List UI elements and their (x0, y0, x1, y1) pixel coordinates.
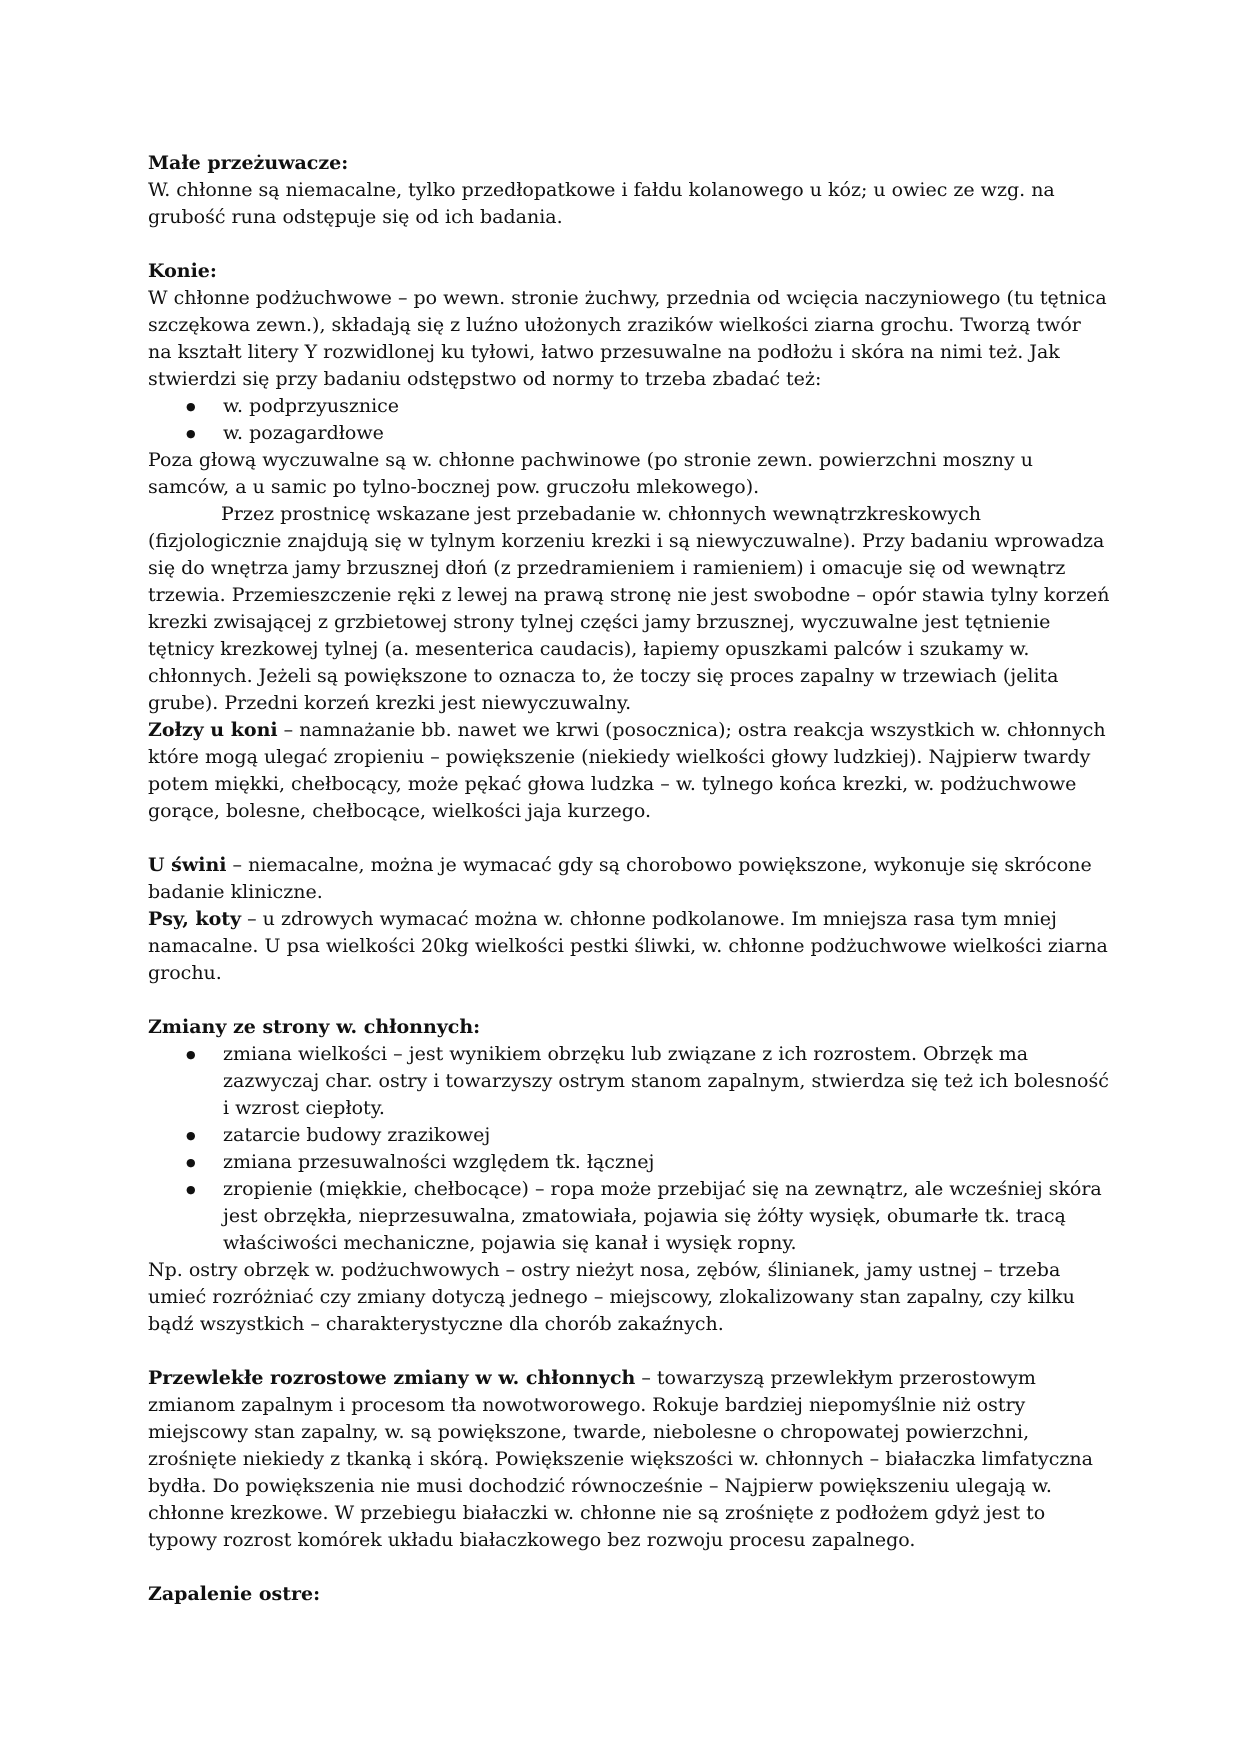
bullet-list-konie (148, 393, 1110, 447)
paragraph-konie-2: Poza głową wyczuwalne są w. chłonne pachwinowe (po stronie zewn. powierzchni moszny u samców, a u samic po tylno-bocznej pow. gruczołu mlekowego). (148, 449, 1034, 498)
paragraph-zmiany: Np. ostry obrzęk w. podżuchwowych – ostry nieżyt nosa, zębów, ślinianek, jamy ustnej – trzeba umieć rozróżniać czy zmiany dotyczą jednego – miejscowy, zlokalizowany stan zapalny, czy kilku bądź wszystkich – charakterystyczne dla chorób zakaźnych. (148, 1259, 1075, 1335)
list-item: ● zatarcie budowy zrazikowej (148, 1122, 1110, 1149)
paragraph-psy-koty (148, 906, 1110, 987)
przewlekle-text: – towarzyszą przewlekłym przerostowym zmianom zapalnym i procesom tła nowotworowego. Rokuje bardziej niepomyślnie niż ostry miejscowy stan zapalny, w. są powiększone, twarde, niebolesne o chropowatej powierzchni, zrośnięte niekiedy z tkanką i skórą. Powiększenie większości w. chłonnych – białaczka limfatyczna bydła. Do powiększenia nie musi dochodzić równocześnie – Najpierw powiększeniu ulegają w. chłonne krezkowe. W przebiegu białaczki w. chłonne nie są zrośnięte z podłożem gdyż jest to typowy rozrost komórek układu białaczkowego bez rozwoju procesu zapalnego. (148, 1367, 1093, 1551)
paragraph-swinie (148, 852, 1110, 906)
swinie-text: – niemacalne, można je wymacać gdy są chorobowo powiększone, wykonuje się skrócone badanie kliniczne. (148, 854, 1092, 903)
list-item: ● zropienie (miękkie, chełbocące) – ropa może przebijać się na zewnątrz, ale wcześniej skóra jest obrzękła, nieprzesuwalna, zmatowiała, pojawia się żółty wysięk, obumarłe tk. tracą właściwości mechaniczne, pojawia się kanał i wysięk ropny. (148, 1176, 1110, 1257)
list-item: ● w. podprzyusznice (148, 393, 1110, 420)
psy-koty-label: Psy, koty (148, 908, 242, 930)
paragraph-przewlekle (148, 1365, 1110, 1554)
heading-male-przezuwacze: Małe przeżuwacze: (148, 152, 349, 174)
zolzy-label: Zołzy u koni (148, 719, 278, 741)
heading-konie: Konie: (148, 260, 217, 282)
paragraph-zolzy (148, 717, 1110, 825)
list-item: ● zmiana wielkości – jest wynikiem obrzęku lub związane z ich rozrostem. Obrzęk ma zazwyczaj char. ostry i towarzyszy ostrym stanom zapalnym, stwierdza się też ich bolesność i wzrost ciepłoty. (148, 1041, 1110, 1122)
paragraph-konie-3: Przez prostnicę wskazane jest przebadanie w. chłonnych wewnątrzkreskowych (fizjologicznie znajdują się w tylnym korzeniu krezki i są niewyczuwalne). Przy badaniu wprowadza się do wnętrza jamy brzusznej dłoń (z przedramieniem i ramieniem) i omacuje się od wewnątrz trzewia. Przemieszczenie ręki z lewej na prawą stronę nie jest swobodne – opór stawia tylny korzeń krezki zwisającej z grzbietowej strony tylnej części jamy brzusznej, wyczuwalne jest tętnienie tętnicy krezkowej tylnej (a. mesenterica caudacis), łapiemy opuszkami palców i szukamy w. chłonnych. Jeżeli są powiększone to oznacza to, że toczy się proces zapalny w trzewiach (jelita grube). Przedni korzeń krezki jest niewyczuwalny. (148, 503, 1110, 714)
przewlekle-label: Przewlekłe rozrostowe zmiany w w. chłonnych (148, 1367, 636, 1389)
list-item: ● zmiana przesuwalności względem tk. łącznej (148, 1149, 1110, 1176)
swinie-label: U świni (148, 854, 227, 876)
list-item: ● w. pozagardłowe (148, 420, 1110, 447)
bullet-list-zmiany (148, 1041, 1110, 1257)
heading-zmiany: Zmiany ze strony w. chłonnych: (148, 1016, 481, 1038)
heading-zapalenie-ostre: Zapalenie ostre: (148, 1583, 321, 1605)
paragraph-konie-1: W chłonne podżuchwowe – po wewn. stronie żuchwy, przednia od wcięcia naczyniowego (tu tętnica szczękowa zewn.), składają się z luźno ułożonych zrazików wielkości ziarna grochu. Tworzą twór na kształt litery Y rozwidlonej ku tyłowi, łatwo przesuwalne na podłożu i skóra na nimi też. Jak stwierdzi się przy badaniu odstępstwo od normy to trzeba zbadać też: (148, 287, 1107, 390)
paragraph-male-przezuwacze: W. chłonne są niemacalne, tylko przedłopatkowe i fałdu kolanowego u kóz; u owiec ze wzg. na grubość runa odstępuje się od ich badania. (148, 179, 1055, 228)
psy-koty-text: – u zdrowych wymacać można w. chłonne podkolanowe. Im mniejsza rasa tym mniej namacalne. U psa wielkości 20kg wielkości pestki śliwki, w. chłonne podżuchwowe wielkości ziarna grochu. (148, 908, 1108, 984)
zolzy-text: – namnażanie bb. nawet we krwi (posocznica); ostra reakcja wszystkich w. chłonnych które mogą ulegać zropieniu – powiększenie (niekiedy wielkości głowy ludzkiej). Najpierw twardy potem miękki, chełbocący, może pękać głowa ludzka – w. tylnego końca krezki, w. podżuchwowe gorące, bolesne, chełbocące, wielkości jaja kurzego. (148, 719, 1106, 822)
